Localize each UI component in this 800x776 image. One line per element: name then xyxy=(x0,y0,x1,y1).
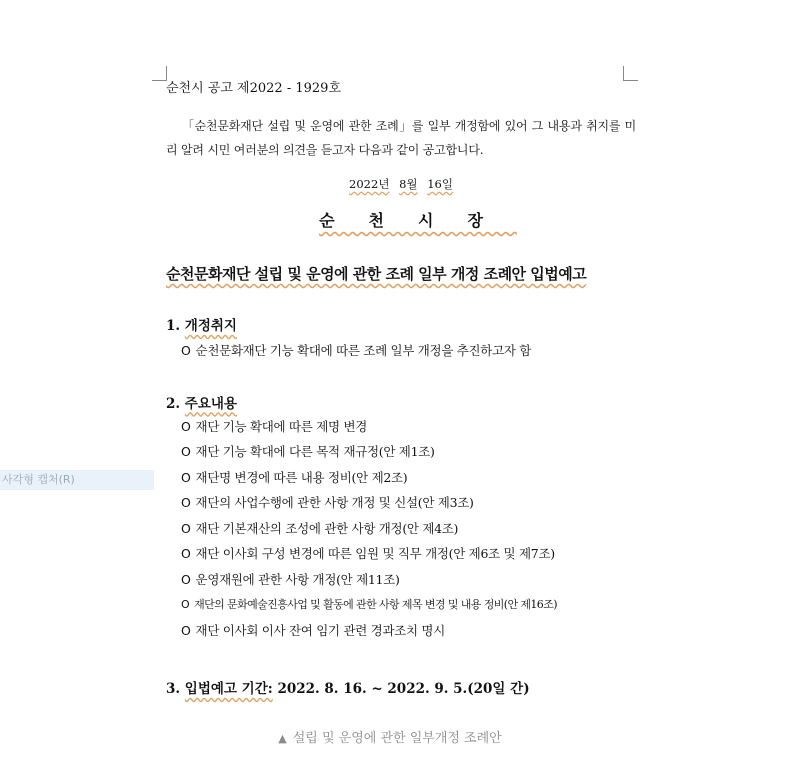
list-item-text: 재단 기능 확대에 따른 제명 변경 xyxy=(195,418,367,434)
list-item xyxy=(166,465,636,491)
list-item xyxy=(166,592,636,618)
document-page xyxy=(166,78,636,697)
section-1-title: 개정취지 xyxy=(184,318,237,334)
section-2-number: 2. xyxy=(166,395,181,412)
date-day: 16일 xyxy=(427,177,453,191)
list-item-text: 재단 기본재산의 조성에 관한 사항 개정(안 제4조) xyxy=(195,520,459,536)
section-3-number: 3. xyxy=(166,681,181,697)
document-title-text: 순천문화재단 설립 및 운영에 관한 조례 일부 개정 조례안 입법예고 xyxy=(166,265,587,283)
list-item-text: 재단 이사회 구성 변경에 따른 임원 및 직무 개정(안 제6조 및 제7조) xyxy=(195,546,555,561)
list-item-text: 순천문화재단 기능 확대에 따른 조례 일부 개정을 추진하고자 함 xyxy=(195,343,532,358)
list-item-text: 재단 기능 확대에 다른 목적 재규정(안 제1조) xyxy=(195,444,435,459)
section-3-period: 2022. 8. 16. ~ 2022. 9. 5.(20일 간) xyxy=(277,681,530,697)
section-1-number: 1. xyxy=(166,318,181,334)
list-item-text: 재단명 변경에 따른 내용 정비(안 제2조) xyxy=(195,469,408,485)
list-item-text: 재단의 문화예술진흥사업 및 활동에 관한 사항 제목 변경 및 내용 정비(안 제16조) xyxy=(194,598,557,611)
notice-number: 순천시 공고 제2022 - 1929호 xyxy=(166,81,341,96)
issuer-name: 순천시장 xyxy=(319,211,517,230)
bullet-mark: O xyxy=(181,343,191,358)
caption-text: 설립 및 운영에 관한 일부개정 조례안 xyxy=(292,731,502,746)
list-item-text: 운영재원에 관한 사항 개정(안 제11조) xyxy=(195,571,400,587)
list-item-text: 재단의 사업수행에 관한 사항 개정 및 신설(안 제3조) xyxy=(195,495,474,510)
section-1-heading xyxy=(166,314,636,334)
bullet-mark: O xyxy=(181,571,191,587)
list-item xyxy=(166,439,636,465)
section-3-heading xyxy=(166,677,636,697)
rectangle-capture-tooltip: 사각형 캡처(R) xyxy=(0,470,154,490)
section-2-heading xyxy=(166,392,636,412)
bullet-mark: O xyxy=(181,495,191,510)
date-month: 8월 xyxy=(399,177,418,191)
notice-date xyxy=(166,176,636,192)
bullet-mark: O xyxy=(181,418,191,434)
list-item xyxy=(166,516,636,542)
section-2-title: 주요내용 xyxy=(184,395,237,412)
list-item xyxy=(166,414,636,440)
list-item xyxy=(166,541,636,567)
bullet-mark: O xyxy=(181,598,190,611)
list-item xyxy=(166,567,636,593)
section-2-list xyxy=(166,414,636,644)
date-year: 2022년 xyxy=(349,177,390,191)
triangle-up-icon: ▲ xyxy=(278,732,287,745)
list-item xyxy=(166,338,636,364)
bullet-mark: O xyxy=(181,469,191,485)
bullet-mark: O xyxy=(181,546,191,561)
intro-paragraph: 「순천문화재단 설립 및 운영에 관한 조례」를 일부 개정함에 있어 그 내용과 취지를 미리 알려 시민 여러분의 의견을 듣고자 다음과 같이 공고합니다. xyxy=(166,119,636,157)
section-1-list xyxy=(166,338,636,364)
bullet-mark: O xyxy=(181,622,191,638)
list-item-text: 재단 이사회 이사 잔여 임기 관련 경과조치 명시 xyxy=(195,622,445,638)
page-corner-top-left xyxy=(152,66,167,81)
document-title xyxy=(166,263,636,284)
bullet-mark: O xyxy=(181,444,191,459)
image-caption xyxy=(0,727,780,746)
list-item xyxy=(166,490,636,516)
list-item xyxy=(166,618,636,644)
section-3-title: 입법예고 기간: xyxy=(184,681,273,697)
bullet-mark: O xyxy=(181,520,191,536)
